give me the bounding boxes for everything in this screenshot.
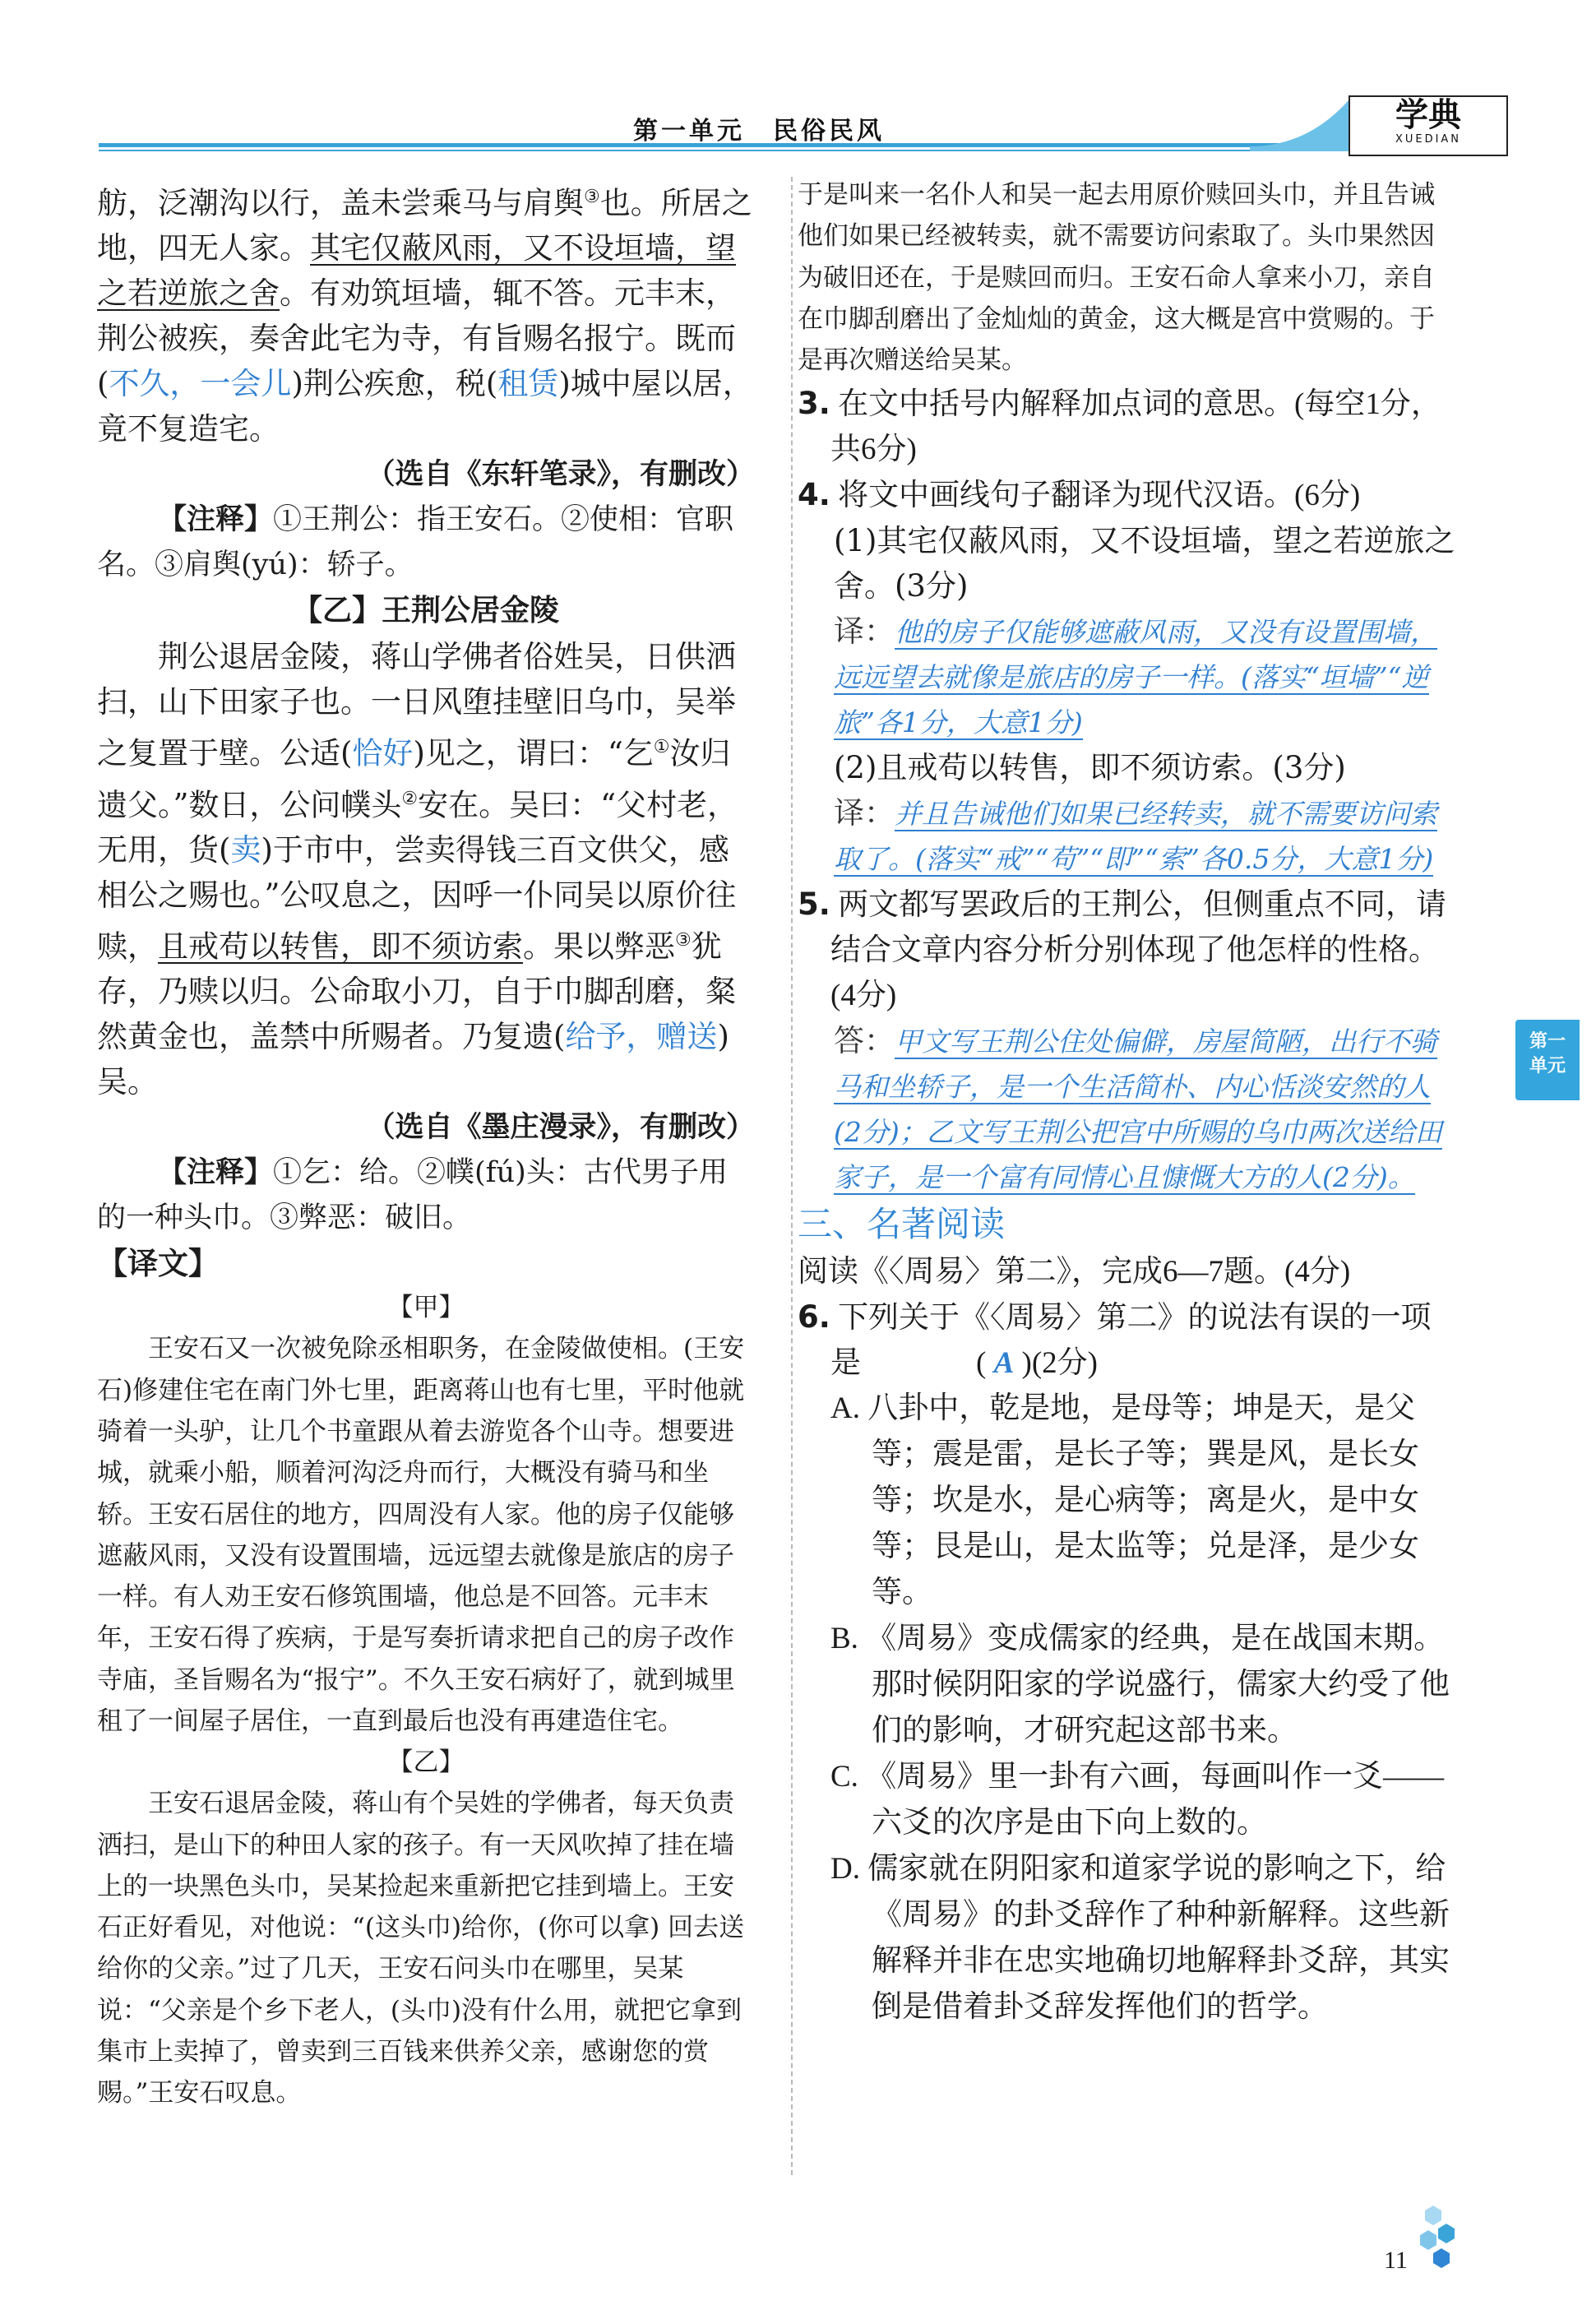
question-4	[798, 472, 1455, 518]
underlined-sentence: 且戒苟以转售，即不须访索	[158, 928, 523, 965]
option-text: 《周易》里一卦有六画，每画叫作一爻——六爻的次序是由下向上数的。	[866, 1760, 1445, 1840]
text-run: 荆公退居金陵，蒋山学佛者俗姓吴，日供洒扫，山下田家子也。一日风堕挂壁旧乌巾，吴举之复置于壁。公适(	[97, 639, 736, 771]
option-a	[798, 1386, 1455, 1616]
translation-jia-title: 【甲】	[387, 1293, 465, 1323]
question-5	[798, 882, 1455, 1018]
text-run: 舫，泛潮沟以行，盖未尝乘马与肩舆	[97, 185, 584, 221]
option-label: A.	[830, 1391, 860, 1426]
text-run: 犹存，乃赎以归。公命取小刀，自于巾脚刮磨，粲然黄金也，盖禁中所赐者。乃复遗(	[97, 928, 736, 1055]
answer-text: 他的房子仅能够遮蔽风雨，又没有设置围墙，远远望去就像是旅店的房子一样。(落实“垣墙”“逆旅”各1分，大意1分)	[834, 616, 1437, 739]
option-c	[798, 1754, 1455, 1846]
passage-yi-body	[97, 634, 755, 1104]
question-number: 6.	[798, 1299, 830, 1336]
left-column	[97, 174, 755, 2114]
footnote-marker: ③	[584, 187, 600, 207]
translation-yi-text: 王安石退居金陵，蒋山有个吴姓的学佛者，每天负责洒扫，是山下的种田人家的孩子。有一天风吹掉了挂在墙上的一块黑色头巾，吴某捡起来重新把它挂到墙上。王安石正好看见，对他说：“(这头巾)给你，(你可以拿) 回去送给你的父亲。”过了几天，王安石问头巾在哪里，吴某说：“父亲是个乡下老人，(头巾)没有什么用，就把它拿到集市上卖掉了，曾卖到三百钱来供养父亲，感谢您的赏赐。”王安石叹息。	[97, 1789, 745, 2109]
passage-jia-notes	[97, 498, 755, 588]
footnote-marker: ③	[675, 929, 692, 951]
page-header	[99, 92, 1462, 158]
question-number: 3.	[798, 386, 830, 422]
question-text: 在文中括号内解释加点词的意思。(每空1分，共6分)	[830, 387, 1441, 467]
unit-title: 第一单元 民俗民风	[633, 117, 885, 146]
passage-yi-source: （选自《墨庄漫录》，有删改）	[366, 1111, 755, 1145]
answer-label: 译：	[834, 613, 895, 650]
text-run: )城中屋以居，竟不复造宅。	[97, 366, 753, 447]
answer-paren-open: (	[976, 1346, 987, 1381]
answer-paren-close: )(2分)	[1021, 1346, 1098, 1381]
question-text: 将文中画线句子翻译为现代汉语。(6分)	[838, 479, 1361, 513]
answer-text: 并且告诫他们如果已经转卖，就不需要访问索取了。(落实“戒”“苟”“即”“索”各0.5分，大意1分)	[834, 798, 1437, 876]
passage-yi-notes	[97, 1150, 755, 1241]
selected-answer: A	[993, 1346, 1015, 1381]
passage-jia-source: （选自《东轩笔录》，有删改）	[366, 458, 755, 492]
note-label: 【注释】	[158, 1156, 274, 1190]
text-run: 汝归遗父。”数日，公问幞头	[97, 735, 731, 822]
option-label: D.	[830, 1852, 860, 1886]
right-column	[798, 174, 1455, 2030]
question-text: 下列关于《〈周易〉第二》的说法有误的一项是	[830, 1301, 1432, 1381]
unit-side-tab	[1515, 1020, 1580, 1100]
text-run: 。有劝筑垣墙，辄不答。元丰末，荆公被疾，奏舍此宅为寺，有旨赐名报宁。既而(	[97, 275, 736, 402]
option-text: 儒家就在阴阳家和道家学说的影响之下，给《周易》的卦爻辞作了种种新解释。这些新解释并非在忠实地确切地解释卦爻辞，其实倒是借着卦爻辞发挥他们的哲学。	[867, 1852, 1450, 2025]
answer-label: 答：	[834, 1023, 895, 1059]
passage-yi-title: 【乙】王荆公居金陵	[292, 594, 559, 628]
gloss-answer: 恰好	[352, 735, 414, 771]
text-run: 也。所居之地，四无人家。	[97, 185, 752, 266]
options-list	[798, 1386, 1455, 2030]
brand-name-latin: XUEDIAN	[1395, 133, 1462, 146]
answer-label: 译：	[834, 795, 895, 831]
option-b	[798, 1616, 1455, 1754]
brand-name: 学典	[1395, 96, 1461, 134]
note-text: ①乞：给。②幞(fú)头：古代男子用的一种头巾。③弊恶：破旧。	[97, 1156, 728, 1235]
text-run: 。果以弊恶	[523, 928, 675, 965]
text-run: )吴。	[97, 1019, 729, 1100]
question-6	[798, 1294, 1455, 1386]
option-label: B.	[830, 1622, 858, 1656]
text-run: )荆公疾愈，税(	[291, 366, 498, 402]
answer-4-2	[834, 790, 1455, 882]
side-tab-line1: 第一	[1529, 1031, 1566, 1052]
translation-yi-continued: 于是叫来一名仆人和吴一起去用原价赎回头巾，并且告诫他们如果已经被转卖，就不需要访问索取了。头巾果然因为破旧还在，于是赎回而归。王安石命人拿来小刀，亲自在巾脚刮磨出了金灿灿的黄金，这大概是宫中赏赐的。于是再次赠送给吴某。	[798, 180, 1435, 376]
option-text: 《周易》变成儒家的经典，是在战国末期。那时候阴阳家的学说盛行，儒家大约受了他们的影响，才研究起这部书来。	[866, 1622, 1450, 1748]
header-swoosh-decoration	[1250, 92, 1365, 158]
question-4-part-1: (1)其宅仅蔽风雨，又不设垣墙，望之若逆旅之舍。(3分)	[834, 523, 1455, 604]
brand-logo	[1349, 95, 1508, 156]
question-3	[798, 381, 1455, 472]
gloss-answer: 卖	[230, 831, 261, 868]
passage-jia-ending	[97, 174, 755, 451]
hexagon-decoration-icon	[1410, 2204, 1460, 2286]
page-number: 11	[1384, 2247, 1408, 2274]
note-label: 【注释】	[158, 503, 274, 537]
section-3-intro: 阅读《〈周易〉第二》，完成6—7题。(4分)	[798, 1255, 1351, 1289]
answer-4-1	[834, 609, 1455, 745]
text-run: )见之，谓曰：“乞	[413, 735, 654, 771]
gloss-answer: 给予，赠送	[565, 1019, 718, 1055]
underlined-sentence: 其宅仅蔽风雨，又不设垣墙，望之若逆旅之舍	[97, 230, 736, 312]
text-run: 安在。吴曰：“父村老，无用，货(	[97, 786, 738, 868]
section-3-title: 三、名著阅读	[798, 1204, 1006, 1245]
question-number: 4.	[798, 477, 830, 513]
header-rule-thin	[99, 150, 1266, 151]
footnote-marker: ①	[653, 737, 670, 758]
translation-yi-title: 【乙】	[387, 1748, 465, 1778]
option-label: C.	[830, 1760, 858, 1794]
text-run: )于市中，尝卖得钱三百文供父，感相公之赐也。”公叹息之，因呼一仆同吴以原价往赎，	[97, 831, 737, 965]
answer-5	[834, 1018, 1455, 1200]
footnote-marker: ②	[401, 788, 419, 809]
note-text: ①王荆公：指王安石。②使相：官职名。③肩舆(yú)：轿子。	[97, 503, 734, 582]
answer-text: 甲文写王荆公住处偏僻，房屋简陋，出行不骑马和坐轿子，是一个生活简朴、内心恬淡安然的人(2分)；乙文写王荆公把宫中所赐的乌巾两次送给田家子，是一个富有同情心且慷慨大方的人(2分)。	[834, 1025, 1442, 1194]
question-text: 两文都写罢政后的王荆公，但侧重点不同，请结合文章内容分析分别体现了他怎样的性格。(4分)	[830, 888, 1447, 1013]
gloss-answer: 租赁	[497, 366, 559, 402]
side-tab-line2: 单元	[1529, 1056, 1566, 1076]
question-number: 5.	[798, 887, 830, 923]
translation-heading: 【译文】	[97, 1246, 219, 1282]
option-text: 八卦中，乾是地，是母等；坤是天，是父等；震是雷，是长子等；巽是风，是长女等；坎是水，是心病等；离是火，是中女等；艮是山，是太监等；兑是泽，是少女等。	[867, 1391, 1419, 1610]
question-4-part-2: (2)且戒苟以转售，即不须访索。(3分)	[834, 750, 1346, 786]
option-d	[798, 1846, 1455, 2030]
column-divider	[791, 177, 793, 2175]
translation-jia-text: 王安石又一次被免除丞相职务，在金陵做使相。(王安石)修建住宅在南门外七里，距离蒋山也有七里，平时他就骑着一头驴，让几个书童跟从着去游览各个山寺。想要进城，就乘小船，顺着河沟泛舟而行，大概没有骑马和坐轿。王安石居住的地方，四周没有人家。他的房子仅能够遮蔽风雨，又没有设置围墙，远远望去就像是旅店的房子一样。有人劝王安石修筑围墙，他总是不回答。元丰末年，王安石得了疾病，于是写奏折请求把自己的房子改作寺庙，圣旨赐名为“报宁”。不久王安石病好了，就到城里租了一间屋子居住，一直到最后也没有再建造住宅。	[97, 1334, 745, 1736]
gloss-answer: 不久，一会儿	[109, 366, 292, 402]
